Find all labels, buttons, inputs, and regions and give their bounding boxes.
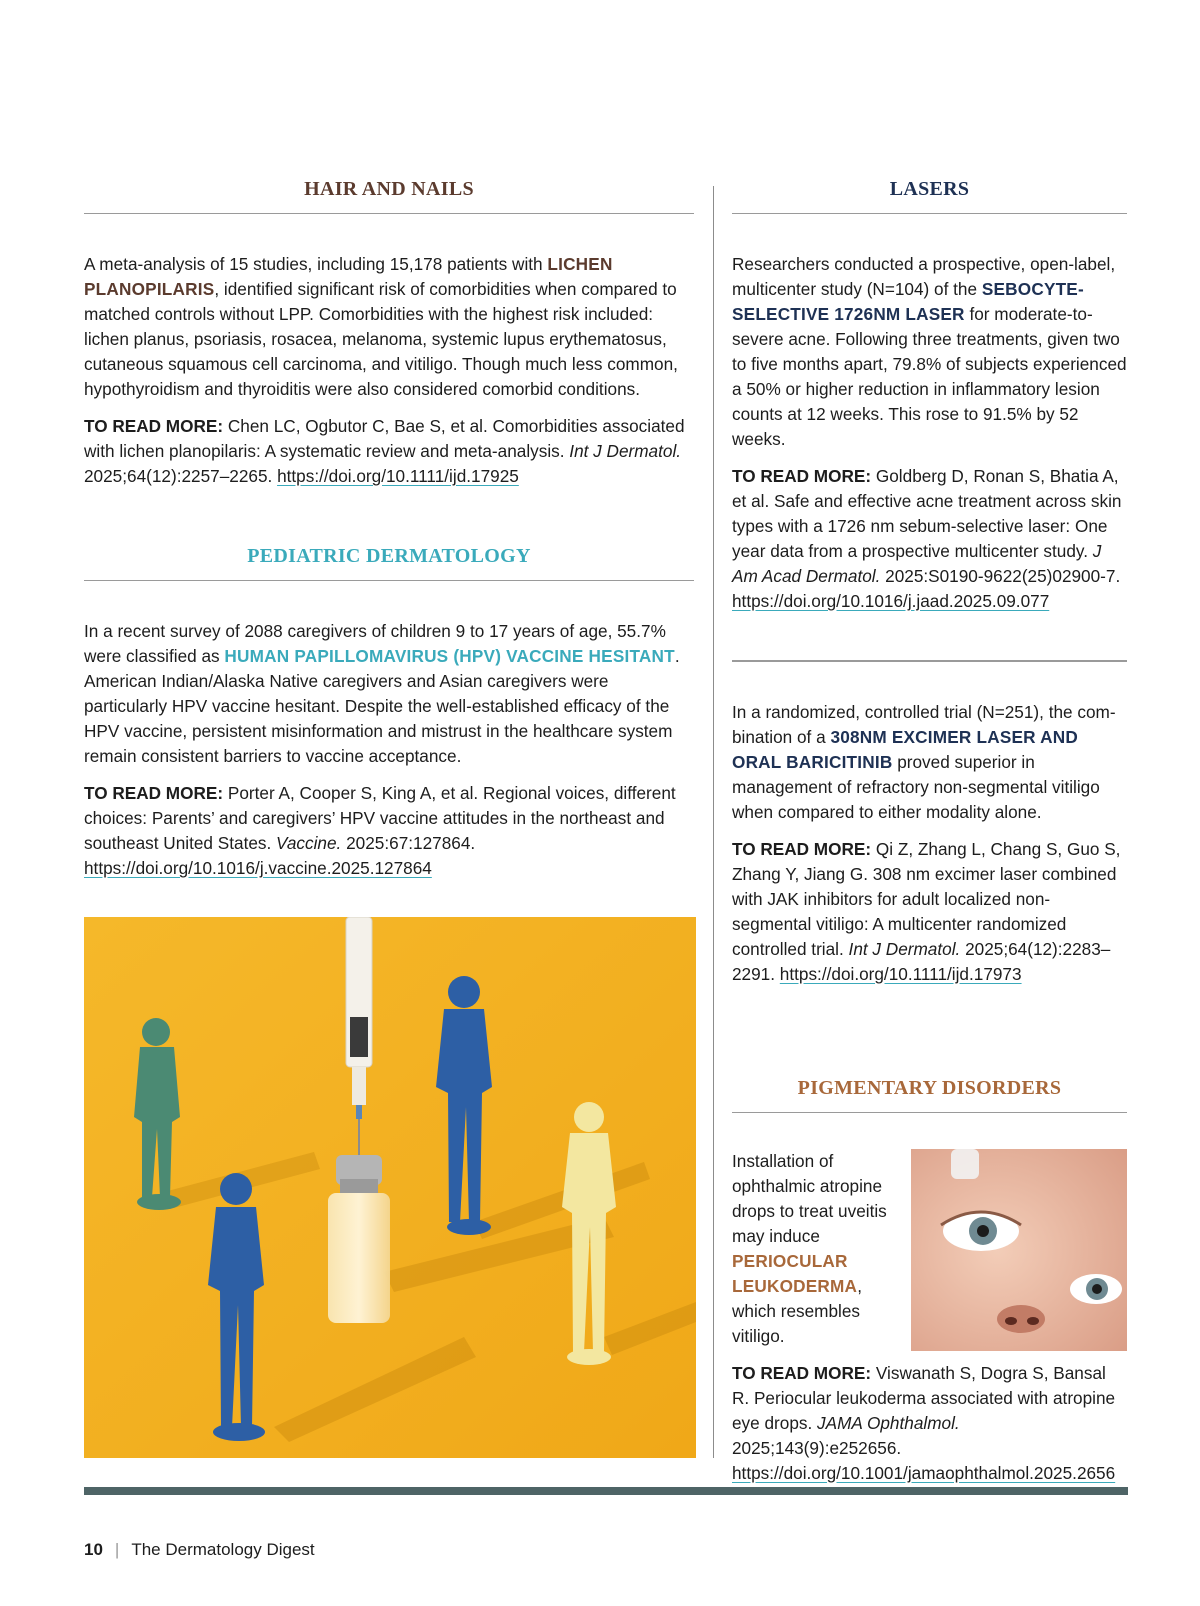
reference-text: Chen LC, Ogbutor C, Bae S, et al. Comorbidities associated with lichen planopilaris: A systematic review and meta-analysis. <box>84 416 685 461</box>
reference-text: 2025:S0190-9622(25)02900-7. <box>880 566 1121 586</box>
article-text: Installation of ophthalmic atropine drops to treat uveitis may induce <box>732 1150 887 1246</box>
doi-link[interactable]: https://doi.org/10.1111/ijd.17973 <box>779 963 1022 984</box>
article-text: for moderate-to-severe acne. Following three treatments, given two to five months apart, 79.8% of subjects experienced a 50% or higher reduction in inflammatory lesion counts at 12 weeks. This rose to 91.5% by 52 weeks. <box>732 304 1127 449</box>
page-footer <box>84 1540 315 1560</box>
article-peds-reference <box>84 781 694 881</box>
article-keyword: HUMAN PAPILLOMAVIRUS (HPV) VACCINE HESITANT <box>224 646 675 666</box>
reference-text: 2025:67:127864. <box>341 833 476 853</box>
left-column <box>84 178 694 881</box>
reference-text: 2025;64(12):2283–2291. <box>732 938 1111 984</box>
section-heading-pediatric-dermatology: PEDIATRIC DERMATOLOGY <box>84 545 694 581</box>
reference-text: 2025;143(9):e252656. <box>732 1437 902 1458</box>
doi-link[interactable]: https://doi.org/10.1001/jamaophthalmol.2025.2656 <box>732 1462 1116 1483</box>
article-text: , which resembles vitiligo. <box>732 1275 862 1346</box>
article-hair-summary <box>84 252 694 402</box>
vaccine-illustration <box>84 917 696 1458</box>
section-heading-pigmentary-disorders: PIGMENTARY DISORDERS <box>732 1077 1127 1113</box>
right-column <box>732 178 1127 1486</box>
article-text: , identified significant risk of comorbidities when compared to matched controls without LPP. Comorbidities with the highest risk included: lichen planus, psoriasis, rosacea, melanoma, systemic lupus erythematosus, cutaneous squamous cell carcinoma, and vitiligo. Though much less common, hypothyroidism and thyroiditis were also considered comorbid conditions. <box>84 279 678 399</box>
article-keyword: PERIOCULAR LEUKODERMA <box>732 1250 858 1296</box>
article-laser-vitiligo-summary <box>732 700 1127 825</box>
syringe-vial-figurines-photo <box>84 917 696 1458</box>
journal-name: Vaccine. <box>276 833 342 853</box>
article-text: A meta-analysis of 15 studies, including 15,178 patients with <box>84 254 548 274</box>
eye-drop-illustration <box>911 1149 1127 1351</box>
article-peds-summary <box>84 619 694 769</box>
journal-name: JAMA Ophthalmol. <box>817 1412 960 1433</box>
article-laser-acne-summary <box>732 252 1127 452</box>
article-text: Researchers conducted a prospective, open-label, multicenter study (N=104) of the <box>732 254 1116 299</box>
article-keyword: LICHEN PLANOPILARIS <box>84 254 613 299</box>
doi-link[interactable]: https://doi.org/10.1111/ijd.17925 <box>277 466 519 486</box>
journal-name: Int J Dermatol. <box>848 938 961 959</box>
article-laser-vitiligo-reference <box>732 837 1127 987</box>
footer-rule <box>84 1487 1128 1495</box>
reference-text: Goldberg D, Ronan S, Bhatia A, et al. Safe and effective acne treatment across skin types with a 1726 nm sebum-selective laser: One year data from a prospective multicenter study. <box>732 466 1122 561</box>
doi-link[interactable]: https://doi.org/10.1016/j.vaccine.2025.127864 <box>84 858 432 878</box>
doi-link[interactable]: https://doi.org/10.1016/j.jaad.2025.09.077 <box>732 591 1050 611</box>
article-text: . American Indian/Alaska Native caregivers and Asian caregivers were particularly HPV vaccine hesitant. Despite the well-established efficacy of the HPV vaccine, persistent misinformation and mistrust in the healthcare system remain consistent barriers to vaccine acceptance. <box>84 646 680 766</box>
journal-name: J Am Acad Dermatol. <box>732 541 1102 586</box>
article-text: In a recent survey of 2088 caregivers of children 9 to 17 years of age, 55.7% were classified as <box>84 621 666 666</box>
journal-name: Int J Dermatol. <box>569 441 682 461</box>
reference-text: 2025;64(12):2257–2265. <box>84 466 278 486</box>
section-heading-hair-and-nails: HAIR AND NAILS <box>84 178 694 214</box>
to-read-more-label: TO READ MORE: <box>732 838 872 859</box>
article-keyword: 308NM EXCIMER LASER AND ORAL BARICITINIB <box>732 726 1078 772</box>
article-laser-acne-reference <box>732 464 1127 614</box>
reference-text: Qi Z, Zhang L, Chang S, Guo S, Zhang Y, Jiang G. 308 nm excimer laser combined with JAK inhibitors for adult localized non-segmental vitiligo: A multicenter randomized controlled trial. <box>732 838 1121 959</box>
to-read-more-label: TO READ MORE: <box>84 783 224 803</box>
article-pigmentary-reference <box>732 1361 1127 1486</box>
to-read-more-label: TO READ MORE: <box>84 416 224 436</box>
footer-separator: | <box>114 1540 120 1559</box>
article-text: In a randomized, controlled trial (N=251), the combination of a <box>732 701 1116 747</box>
article-hair-reference <box>84 414 694 489</box>
page-number: 10 <box>84 1540 103 1559</box>
article-keyword: SEBOCYTE-SELECTIVE 1726NM LASER <box>732 279 1084 324</box>
section-heading-lasers: LASERS <box>732 178 1127 214</box>
reference-text: Viswanath S, Dogra S, Bansal R. Periocular leukoderma associated with atropine eye drops. <box>732 1362 1116 1433</box>
column-divider <box>713 186 714 1458</box>
to-read-more-label: TO READ MORE: <box>732 466 872 486</box>
reference-text: Porter A, Cooper S, King A, et al. Regional voices, different choices: Parents’ and caregivers’ HPV vaccine attitudes in the northeast and southeast United States. <box>84 783 676 853</box>
article-pigmentary <box>732 1149 1127 1486</box>
article-text: proved superior in management of refractory non-segmental vitiligo when compared to either modality alone. <box>732 751 1100 822</box>
eye-drop-photo <box>911 1149 1127 1351</box>
publication-name: The Dermatology Digest <box>131 1540 315 1559</box>
to-read-more-label: TO READ MORE: <box>732 1362 872 1383</box>
